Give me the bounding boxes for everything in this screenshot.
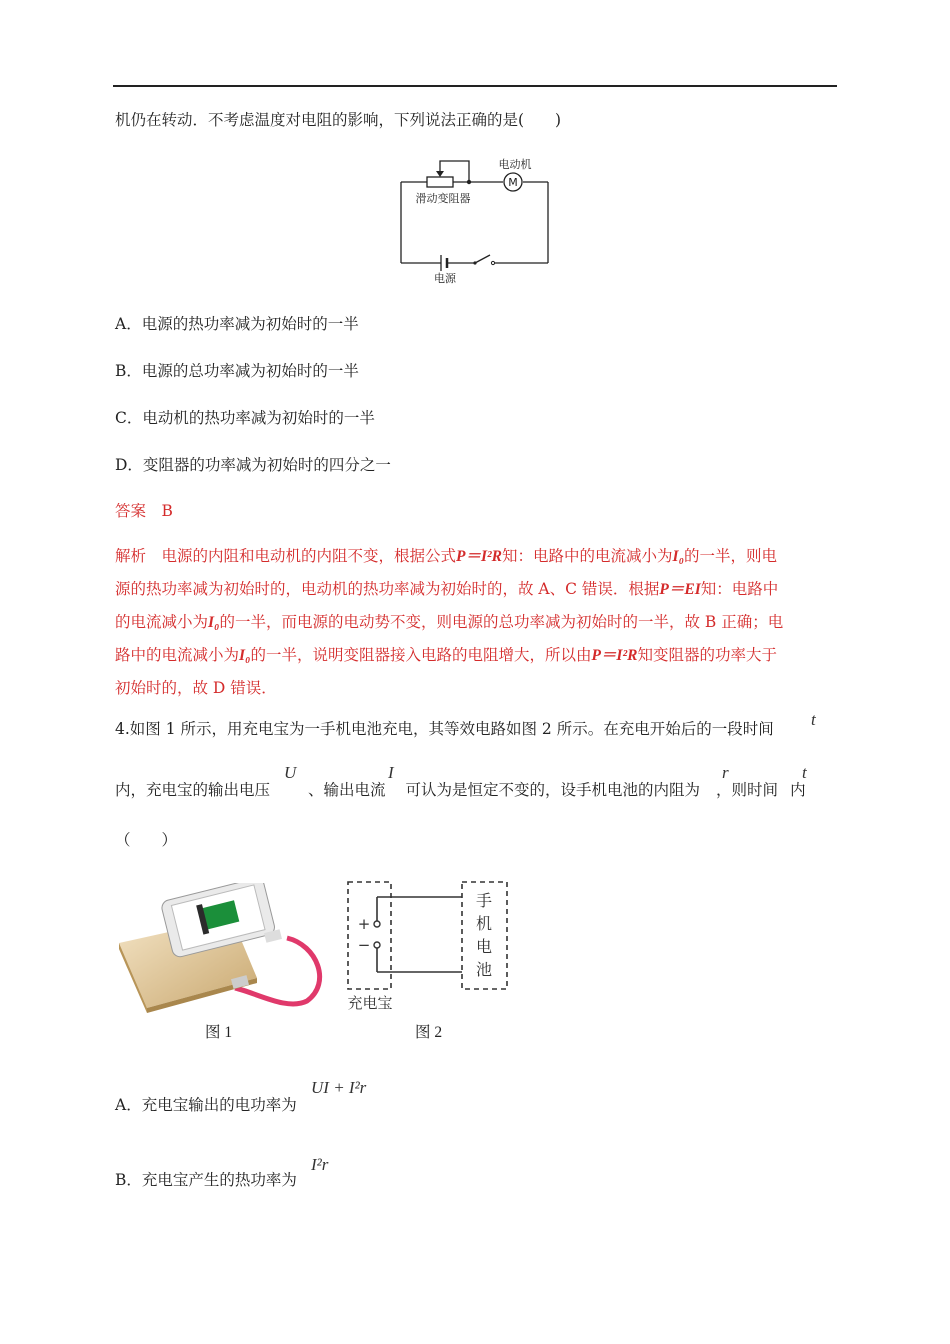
q3-option-a: A．电源的热功率减为初始时的一半 bbox=[115, 315, 359, 333]
var-t: t bbox=[811, 710, 816, 729]
source-label: 电源 bbox=[434, 272, 456, 285]
q3-option-b: B．电源的总功率减为初始时的一半 bbox=[115, 362, 359, 380]
q4-figure1-photo bbox=[117, 883, 329, 1013]
q4-figure2-circuit bbox=[340, 875, 515, 1015]
rheostat-label: 滑动变阻器 bbox=[415, 192, 471, 205]
battery-char-2: 机 bbox=[475, 914, 493, 933]
q3-circuit-diagram bbox=[395, 152, 560, 287]
q4-option-a: A．充电宝输出的电功率为 bbox=[115, 1096, 297, 1114]
q4-stem-line2: 内，充电宝的输出电压 、输出电流 可认为是恒定不变的，设手机电池的内阻为 ，则时间 内 bbox=[115, 781, 806, 799]
battery-char-4: 池 bbox=[475, 960, 493, 979]
q4-option-b: B．充电宝产生的热功率为 bbox=[115, 1171, 297, 1189]
q4-stem-line1: 4.如图 1 所示，用充电宝为一手机电池充电，其等效电路如图 2 所示。在充电开始后的一段时间 bbox=[115, 720, 774, 738]
q4-option-b-formula: I²r bbox=[311, 1155, 329, 1174]
var-t2: t bbox=[802, 763, 807, 782]
motor-label: 电动机 bbox=[498, 158, 532, 171]
q3-option-c: C．电动机的热功率减为初始时的一半 bbox=[115, 409, 375, 427]
fig1-caption: 图 1 bbox=[205, 1024, 233, 1041]
var-U: U bbox=[284, 763, 297, 782]
powerbank-label: 充电宝 bbox=[347, 994, 393, 1012]
q3-stem-tail: 机仍在转动．不考虑温度对电阻的影响，下列说法正确的是( ) bbox=[115, 111, 562, 129]
q3-analysis: 解析 电源的内阻和电动机的内阻不变，根据公式P＝I²R知：电路中的电流减小为I₀的一半，则电 源的热功率减为初始时的，电动机的热功率减为初始时的，故 A、C 错误．根据P＝EI知：电路中 的电流减小为I₀的一半，而电源的电动势不变，则电源的总功率减为初始时的一半，故 B 正确；电 路中的电流减小为I₀的一半，说明变阻器接入电路的电阻增大，所以由P＝I²R知变阻器的功率大于 初始时的，故 D 错误． bbox=[115, 547, 784, 697]
battery-char-1: 手 bbox=[475, 891, 493, 910]
motor-symbol: M bbox=[508, 176, 518, 189]
q3-option-d: D．变阻器的功率减为初始时的四分之一 bbox=[115, 456, 391, 474]
header-rule bbox=[113, 85, 837, 87]
plus-terminal: + bbox=[357, 915, 371, 933]
var-r: r bbox=[722, 763, 729, 782]
fig2-caption: 图 2 bbox=[415, 1024, 443, 1041]
q3-answer: 答案 B bbox=[115, 502, 173, 520]
q4-answer-paren: （ ） bbox=[115, 831, 178, 849]
battery-char-3: 电 bbox=[475, 937, 493, 956]
var-I: I bbox=[388, 763, 394, 782]
q4-option-a-formula: UI + I²r bbox=[311, 1078, 367, 1097]
minus-terminal: − bbox=[357, 936, 371, 954]
